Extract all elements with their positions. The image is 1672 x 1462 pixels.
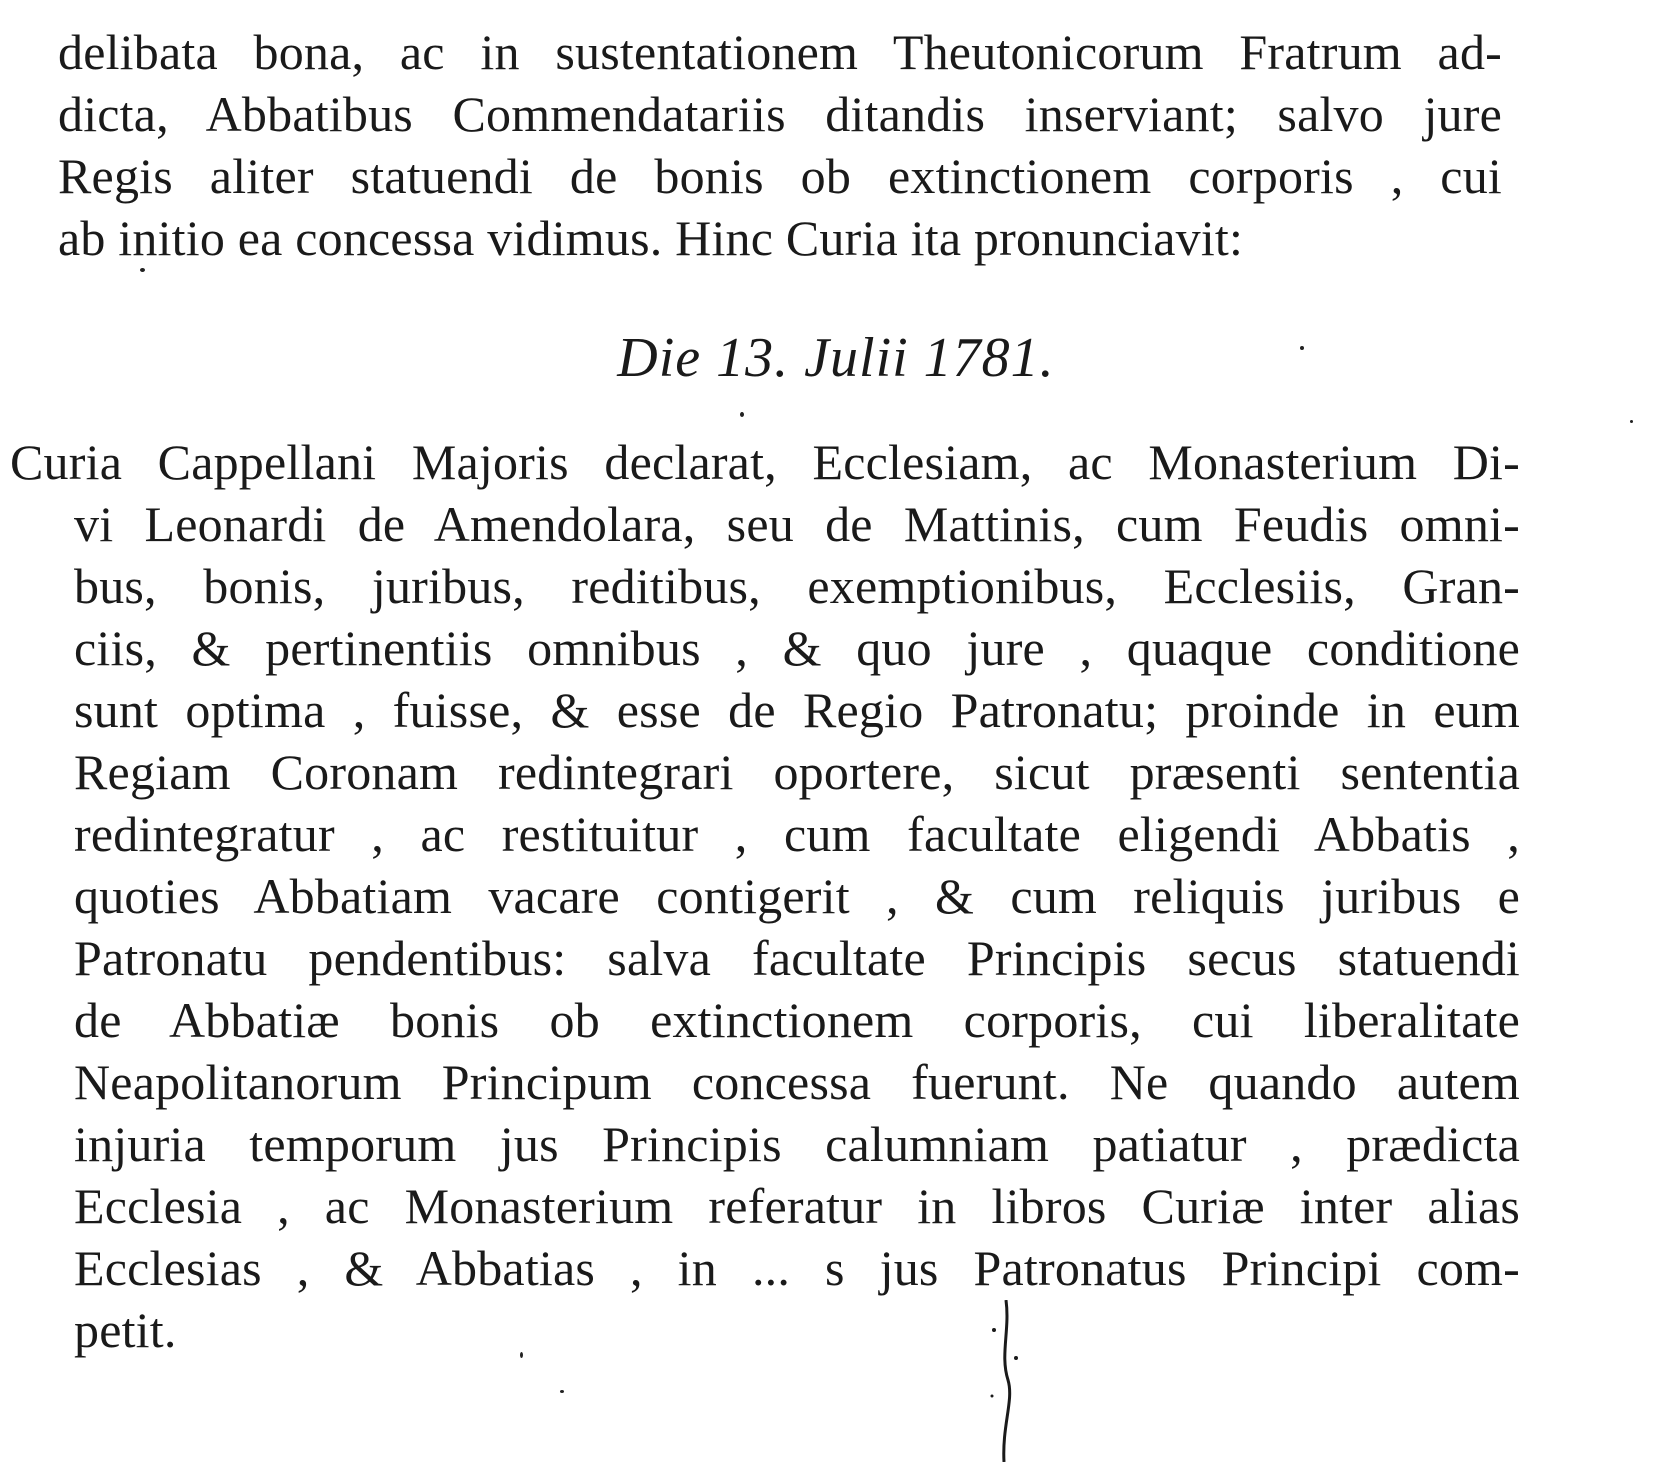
paragraph2-line-10: de Abbatiæ bonis ob extinctionem corporis, cui liberalitate — [74, 992, 1520, 1048]
ink-stroke-mark — [986, 1300, 1026, 1462]
paragraph2-line-4: ciis, & pertinentiis omnibus , & quo jure , quaque conditione — [74, 620, 1520, 676]
paragraph2-line-2: vi Leonardi de Amendolara, seu de Mattinis, cum Feudis omni- — [74, 496, 1520, 552]
paragraph2-line-15: petit. — [74, 1302, 177, 1358]
paragraph1-line-3: Regis aliter statuendi de bonis ob extinctionem corporis , cui — [58, 148, 1502, 204]
paragraph2-line-3: bus, bonis, juribus, reditibus, exemptionibus, Ecclesiis, Gran- — [74, 558, 1520, 614]
scan-speck — [520, 1352, 523, 1358]
scan-speck — [1630, 420, 1633, 423]
paragraph2-line-7: redintegratur , ac restituitur , cum facultate eligendi Abbatis , — [74, 806, 1520, 862]
scan-speck — [560, 1390, 564, 1393]
date-heading: Die 13. Julii 1781. — [617, 327, 1055, 389]
paragraph2-line-13: Ecclesia , ac Monasterium referatur in libros Curiæ inter alias — [74, 1178, 1520, 1234]
paragraph2-line-14: Ecclesias , & Abbatias , in ... s jus Patronatus Principi com- — [74, 1240, 1520, 1296]
scan-speck — [140, 268, 145, 272]
paragraph2-line-6: Regiam Coronam redintegrari oportere, sicut præsenti sententia — [74, 744, 1520, 800]
paragraph2-line-12: injuria temporum jus Principis calumniam patiatur , prædicta — [74, 1116, 1520, 1172]
paragraph1-line-2: dicta, Abbatibus Commendatariis ditandis inserviant; salvo jure — [58, 86, 1502, 142]
scan-speck — [740, 412, 744, 417]
paragraph1-line-4: ab initio ea concessa vidimus. Hinc Curia ita pronunciavit: — [58, 210, 1244, 266]
scan-speck — [1300, 346, 1304, 350]
paragraph2-line-11: Neapolitanorum Principum concessa fuerunt. Ne quando autem — [74, 1054, 1520, 1110]
paragraph2-line-1: Curia Cappellani Majoris declarat, Ecclesiam, ac Monasterium Di- — [10, 434, 1520, 490]
paragraph2-line-5: sunt optima , fuisse, & esse de Regio Patronatu; proinde in eum — [74, 682, 1520, 738]
paragraph2-line-9: Patronatu pendentibus: salva facultate Principis secus statuendi — [74, 930, 1520, 986]
paragraph1-line-1: delibata bona, ac in sustentationem Theutonicorum Fratrum ad- — [58, 24, 1502, 80]
paragraph2-line-8: quoties Abbatiam vacare contigerit , & cum reliquis juribus e — [74, 868, 1520, 924]
